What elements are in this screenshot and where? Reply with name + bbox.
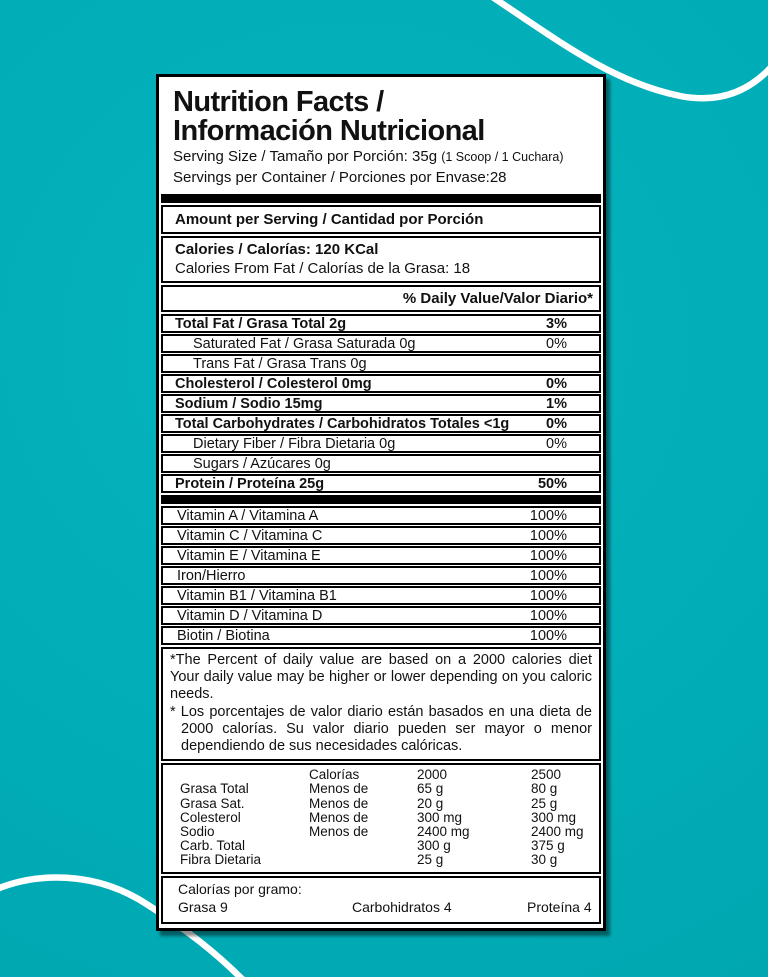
serving-size-line bbox=[173, 148, 589, 167]
vitamin-daily-value: 100% bbox=[529, 507, 567, 524]
nutrient-name: Saturated Fat / Grasa Saturada 0g bbox=[193, 335, 416, 352]
daily-value-header-row: % Daily Value/Valor Diario* bbox=[161, 285, 601, 312]
reference-cell: Menos de bbox=[309, 795, 369, 811]
serving-size-text: Serving Size / Tamaño por Porción: 35g bbox=[173, 148, 438, 165]
reference-cell: Fibra Dietaria bbox=[180, 852, 262, 868]
nutrient-daily-value: 0% bbox=[546, 435, 567, 452]
reference-cell: 2000 bbox=[417, 767, 448, 783]
label-header bbox=[161, 79, 601, 192]
reference-cell: Menos de bbox=[309, 781, 369, 797]
reference-cell: 300 mg bbox=[531, 809, 577, 825]
nutrient-row-sodium bbox=[161, 394, 601, 413]
nutrient-name: Protein / Proteína 25g bbox=[175, 475, 325, 492]
nutrient-daily-value: 0% bbox=[546, 415, 567, 432]
reference-table-row bbox=[180, 768, 599, 782]
thick-divider-bar bbox=[161, 495, 601, 504]
vitamin-row-biotin bbox=[161, 626, 601, 645]
vitamin-row-vitamin-e bbox=[161, 546, 601, 565]
amount-per-serving-row: Amount per Serving / Cantidad por Porción bbox=[161, 205, 601, 234]
vitamin-name: Vitamin D / Vitamina D bbox=[177, 607, 323, 624]
nutrient-name: Total Carbohydrates / Carbohidratos Totales <1g bbox=[175, 415, 510, 432]
vitamin-row-iron bbox=[161, 566, 601, 585]
reference-cell: 2400 mg bbox=[417, 824, 470, 840]
nutrient-daily-value: 1% bbox=[546, 395, 567, 412]
nutrient-row-total-fat bbox=[161, 314, 601, 333]
footnote-box bbox=[161, 647, 601, 761]
nutrient-row-total-carbohydrates bbox=[161, 414, 601, 433]
reference-cell: Menos de bbox=[309, 824, 369, 840]
nutrient-name: Sugars / Azúcares 0g bbox=[193, 455, 331, 472]
vitamin-row-vitamin-a bbox=[161, 506, 601, 525]
vitamin-daily-value: 100% bbox=[529, 527, 567, 544]
calories-per-gram-carbs: Carbohidratos 4 bbox=[352, 899, 452, 916]
reference-table-row bbox=[180, 797, 599, 811]
vitamin-row-vitamin-c bbox=[161, 526, 601, 545]
nutrient-name: Cholesterol / Colesterol 0mg bbox=[175, 375, 372, 392]
vitamin-daily-value: 100% bbox=[529, 567, 567, 584]
nutrient-row-dietary-fiber bbox=[161, 434, 601, 453]
nutrient-row-cholesterol bbox=[161, 374, 601, 393]
footnote-english: *The Percent of daily value are based on a 2000 calories diet Your daily value may be higher or lower depending on you caloric needs. bbox=[170, 652, 592, 703]
serving-size-note: (1 Scoop / 1 Cuchara) bbox=[441, 150, 564, 164]
nutrient-daily-value: 0% bbox=[546, 375, 567, 392]
nutrition-facts-label bbox=[156, 74, 606, 931]
reference-table-row bbox=[180, 825, 599, 839]
daily-values-reference-table bbox=[161, 763, 601, 873]
vitamin-row-vitamin-b1 bbox=[161, 586, 601, 605]
nutrient-name: Sodium / Sodio 15mg bbox=[175, 395, 323, 412]
reference-cell: 25 g bbox=[531, 795, 558, 811]
nutrient-name: Trans Fat / Grasa Trans 0g bbox=[193, 355, 367, 372]
nutrient-name: Dietary Fiber / Fibra Dietaria 0g bbox=[193, 435, 396, 452]
vitamin-name: Vitamin A / Vitamina A bbox=[177, 507, 319, 524]
servings-per-container-line: Servings per Container / Porciones por Envase:28 bbox=[173, 168, 507, 186]
vitamin-daily-value: 100% bbox=[529, 627, 567, 644]
reference-table-row bbox=[180, 853, 599, 867]
reference-table-row bbox=[180, 839, 599, 853]
reference-cell: Sodio bbox=[180, 824, 215, 840]
reference-cell bbox=[309, 839, 417, 853]
vitamin-daily-value: 100% bbox=[529, 607, 567, 624]
reference-cell: 375 g bbox=[531, 838, 565, 854]
reference-table-row bbox=[180, 782, 599, 796]
reference-cell: 65 g bbox=[417, 781, 444, 797]
calories-per-gram-protein: Proteína 4 bbox=[527, 899, 592, 916]
label-title-line1: Nutrition Facts / bbox=[173, 86, 384, 118]
reference-cell: 2500 bbox=[531, 767, 562, 783]
calories-per-gram-heading: Calorías por gramo: bbox=[178, 880, 302, 897]
calories-row bbox=[161, 236, 601, 283]
reference-cell: Grasa Sat. bbox=[180, 795, 245, 811]
vitamin-name: Vitamin E / Vitamina E bbox=[177, 547, 321, 564]
footnote-spanish: * Los porcentajes de valor diario están basados en una dieta de 2000 calorías. Su valor diario pueden ser mayor o menor dependiendo de sus necesidades calóricas. bbox=[170, 703, 592, 755]
nutrient-row-saturated-fat bbox=[161, 334, 601, 353]
vitamin-row-vitamin-d bbox=[161, 606, 601, 625]
reference-cell: 300 mg bbox=[417, 809, 463, 825]
calories-per-gram-box bbox=[161, 876, 601, 924]
reference-cell bbox=[180, 768, 309, 782]
vitamin-name: Vitamin B1 / Vitamina B1 bbox=[177, 587, 337, 604]
reference-cell: Carb. Total bbox=[180, 838, 246, 854]
reference-cell: 30 g bbox=[531, 852, 558, 868]
nutrient-row-sugars bbox=[161, 454, 601, 473]
reference-cell: 2400 mg bbox=[531, 824, 584, 840]
vitamin-name: Vitamin C / Vitamina C bbox=[177, 527, 323, 544]
nutrient-daily-value: 3% bbox=[546, 315, 567, 332]
reference-cell: Calorías bbox=[309, 767, 360, 783]
reference-cell: 20 g bbox=[417, 795, 444, 811]
nutrient-row-protein bbox=[161, 474, 601, 493]
reference-cell: Grasa Total bbox=[180, 781, 249, 797]
label-title-line2: Información Nutricional bbox=[173, 115, 485, 147]
calories-per-gram-values bbox=[178, 899, 599, 916]
calories-per-gram-fat: Grasa 9 bbox=[178, 899, 228, 916]
nutrient-row-trans-fat bbox=[161, 354, 601, 373]
reference-cell: 300 g bbox=[417, 838, 451, 854]
reference-cell: 25 g bbox=[417, 852, 444, 868]
reference-table-row bbox=[180, 811, 599, 825]
vitamin-daily-value: 100% bbox=[529, 587, 567, 604]
nutrient-name: Total Fat / Grasa Total 2g bbox=[175, 315, 347, 332]
vitamin-name: Biotin / Biotina bbox=[177, 627, 270, 644]
vitamin-daily-value: 100% bbox=[529, 547, 567, 564]
reference-cell: Menos de bbox=[309, 809, 369, 825]
vitamin-name: Iron/Hierro bbox=[177, 567, 246, 584]
reference-cell bbox=[309, 853, 417, 867]
reference-cell: Colesterol bbox=[180, 809, 241, 825]
calories-line: Calories / Calorías: 120 KCal bbox=[175, 241, 379, 258]
thick-divider-bar bbox=[161, 194, 601, 203]
reference-cell: 80 g bbox=[531, 781, 558, 797]
nutrient-daily-value: 0% bbox=[546, 335, 567, 352]
calories-from-fat-line: Calories From Fat / Calorías de la Grasa: 18 bbox=[175, 260, 471, 277]
nutrient-daily-value: 50% bbox=[537, 475, 567, 492]
